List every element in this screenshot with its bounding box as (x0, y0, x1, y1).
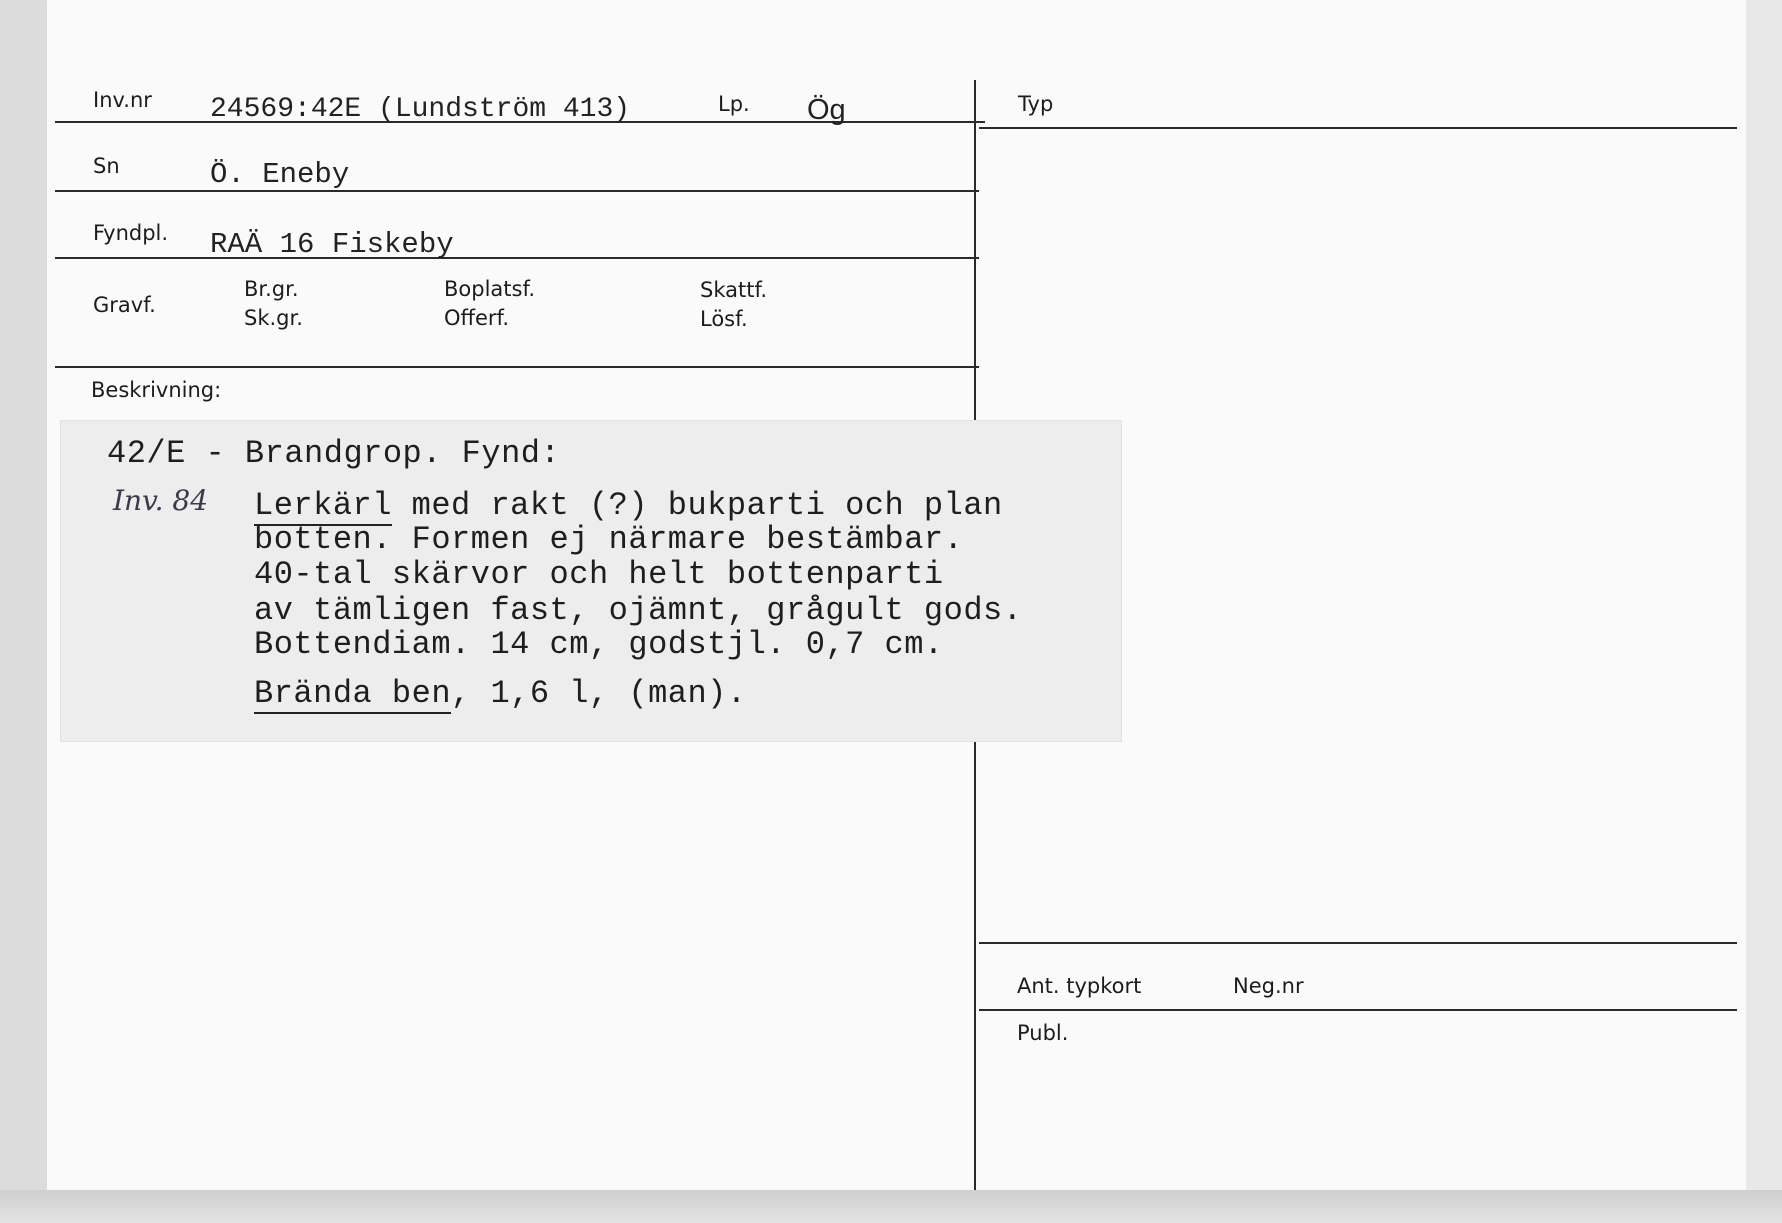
sk-gr-label: Sk.gr. (244, 306, 303, 330)
typ-label: Typ (1018, 92, 1054, 116)
gravf-label: Gravf. (93, 293, 156, 317)
sn-value: Ö. Eneby (210, 158, 350, 191)
inv-nr-value: 24569:42E (Lundström 413) (210, 94, 631, 125)
ant-typkort-line (979, 942, 1737, 944)
inv-nr-label: Inv.nr (93, 88, 152, 112)
br-gr-label: Br.gr. (244, 277, 299, 301)
sn-label: Sn (93, 154, 120, 178)
fyndpl-value: RAÄ 16 Fiskeby (210, 228, 454, 261)
fyndpl-label: Fyndpl. (93, 221, 169, 245)
slip-line-6-rest: , 1,6 l, (man). (451, 675, 747, 712)
slip-line-4: av tämligen fast, ojämnt, grågult gods. (254, 592, 1023, 629)
fyndpl-row-line (55, 257, 979, 259)
slip-line-2: botten. Formen ej närmare bestämbar. (254, 521, 964, 558)
slip-line-1-rest: med rakt (?) bukparti och plan (391, 487, 1003, 524)
publ-label: Publ. (1017, 1021, 1069, 1045)
ant-typkort-label: Ant. typkort (1017, 974, 1142, 998)
boplatsf-label: Boplatsf. (444, 277, 536, 301)
gravf-row-line (55, 366, 979, 368)
scan-bottom-edge (0, 1190, 1782, 1223)
slip-heading: 42/E - Brandgrop. Fynd: (107, 435, 561, 472)
offerf-label: Offerf. (444, 306, 510, 330)
slip-line-1 (254, 487, 1003, 524)
slip-line-5: Bottendiam. 14 cm, godstjl. 0,7 cm. (254, 626, 944, 663)
scan-right-edge (1746, 0, 1782, 1190)
slip-line-6 (254, 675, 747, 712)
typ-row-line (979, 127, 1737, 129)
lerkarl-underlined: Lerkärl (254, 487, 392, 524)
slip-line-3: 40-tal skärvor och helt bottenparti (254, 556, 944, 593)
lp-label: Lp. (718, 92, 750, 116)
losf-label: Lösf. (700, 307, 748, 331)
lp-value: Ög (807, 94, 846, 126)
beskrivning-label: Beskrivning: (91, 378, 222, 402)
publ-line (979, 1009, 1737, 1011)
sn-row-line (55, 190, 979, 192)
branda-ben-underlined: Brända ben (254, 675, 452, 712)
handwritten-inv-note: Inv. 84 (113, 484, 209, 517)
skattf-label: Skattf. (700, 278, 767, 302)
neg-nr-label: Neg.nr (1233, 974, 1304, 998)
description-slip (60, 420, 1122, 742)
